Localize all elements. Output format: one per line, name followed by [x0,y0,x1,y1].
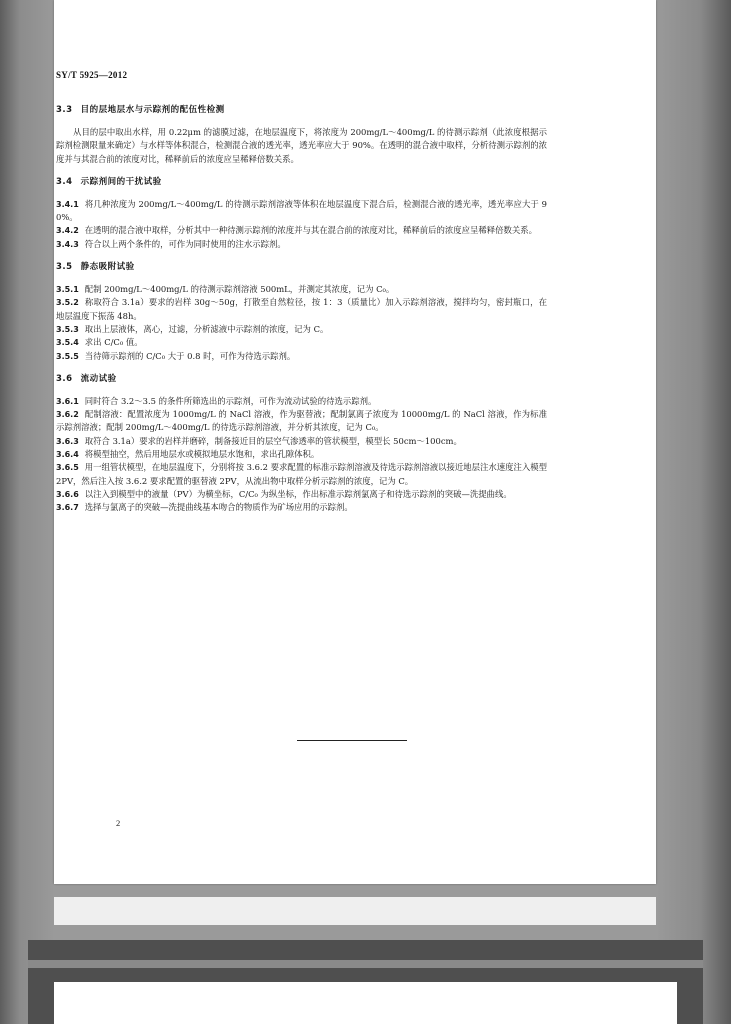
clause-number: 3.5.4 [56,338,79,348]
clause-text: 称取符合 3.1a）要求的岩样 30g～50g，打散至自然粒径，按 1：3（质量比）加入示踪剂溶液，搅拌均匀，密封瓶口，在地层温度下振荡 48h。 [56,297,547,321]
clause-text: 将几种浓度为 200mg/L～400mg/L 的待测示踪剂溶液等体积在地层温度下混合后，检测混合液的透光率，透光率应大于 90%。 [56,198,547,223]
clause-number: 3.5.3 [56,324,79,334]
section-number: 3.5 [56,262,73,273]
clause [56,238,547,251]
next-page-top [54,982,677,1024]
section-3-3 [56,104,547,166]
clause-text: 符合以上两个条件的，可作为同时使用的注水示踪剂。 [84,238,286,249]
clause [56,488,547,501]
section-3-6 [56,373,547,515]
section-title [56,176,547,188]
clause [56,461,547,488]
clause-number: 3.6.3 [56,436,79,446]
section-number: 3.4 [56,176,73,187]
clause-number: 3.4.3 [56,239,79,249]
section-title-text: 目的层地层水与示踪剂的配伍性检测 [80,105,225,115]
clause-number: 3.6.4 [56,450,79,460]
clause [56,198,547,225]
clause [56,283,547,296]
section-title-text: 示踪剂间的干扰试验 [80,176,162,187]
clause [56,435,547,448]
frame-bar [28,960,703,968]
clause-text: 配制 200mg/L～400mg/L 的待测示踪剂溶液 500mL，并测定其浓度，记为 C₀。 [84,284,395,295]
clause-number: 3.5.5 [56,351,79,361]
section-3-4 [56,176,547,251]
section-title-text: 静态吸附试验 [80,262,135,273]
section-title-text: 流动试验 [80,373,117,384]
clause-text: 用一组管状模型，在地层温度下，分别将按 3.6.2 要求配置的标准示踪剂溶液及待选示踪剂溶液以接近地层注水速度注入模型 2PV，然后注入按 3.6.2 要求配置的驱替液 2PV，从流出物中取样分析示踪剂的浓度，记为 C。 [56,462,547,486]
clause [56,323,547,336]
clause [56,296,547,323]
section-number: 3.6 [56,373,73,384]
clause [56,224,547,237]
clause-text: 选择与氯离子的突破—洗提曲线基本吻合的物质作为矿场应用的示踪剂。 [84,502,353,513]
clause-number: 3.6.7 [56,503,79,513]
section-number: 3.3 [56,105,73,115]
clause-text: 同时符合 3.2～3.5 的条件所筛选出的示踪剂，可作为流动试验的待选示踪剂。 [84,395,377,406]
clause-text: 配制溶液：配置浓度为 1000mg/L 的 NaCl 溶液，作为驱替液；配制氯离子浓度为 10000mg/L 的 NaCl 溶液，作为标准示踪剂溶液；配制 200mg/L～400mg/L 的待选示踪剂溶液，并分析其浓度，记为 C₀。 [56,409,547,433]
section-3-5 [56,261,547,363]
clause [56,501,547,514]
clause [56,350,547,363]
clause [56,448,547,461]
clause [56,395,547,408]
section-title [56,104,547,116]
clause-text: 以注入到模型中的液量（PV）为横坐标，C/C₀ 为纵坐标，作出标准示踪剂氯离子和待选示踪剂的突破—洗提曲线。 [84,488,512,499]
clause-text: 在透明的混合液中取样，分析其中一种待测示踪剂的浓度并与其在混合前的浓度对比，稀释前后的浓度应呈稀释倍数关系。 [84,225,538,236]
clause-number: 3.5.1 [56,285,79,295]
clause-number: 3.5.2 [56,298,79,308]
clause-number: 3.6.1 [56,396,79,406]
clause-text: 当待筛示踪剂的 C/C₀ 大于 0.8 时，可作为待选示踪剂。 [84,350,296,361]
clause-text: 将模型抽空，然后用地层水或模拟地层水饱和，求出孔隙体积。 [84,449,320,460]
clause-number: 3.6.2 [56,410,79,420]
next-page-edge [54,897,656,925]
standard-code-header: SY/T 5925—2012 [56,70,128,80]
clause-text: 取符合 3.1a）要求的岩样并磨碎，制备接近目的层空气渗透率的管状模型，模型长 50cm～100cm。 [84,435,462,446]
clause-number: 3.4.2 [56,226,79,236]
clause-number: 3.4.1 [56,199,79,209]
page-number: 2 [116,818,121,828]
document-body [56,104,547,525]
clause-text: 求出 C/C₀ 值。 [84,337,143,348]
clause-number: 3.6.6 [56,489,79,499]
page-frame [28,940,703,1024]
clause-text: 取出上层液体，离心，过滤，分析滤液中示踪剂的浓度，记为 C。 [84,323,329,334]
section-title [56,261,547,273]
paragraph: 从目的层中取出水样，用 0.22μm 的滤膜过滤，在地层温度下，将浓度为 200mg/L～400mg/L 的待测示踪剂（此浓度根据示踪剂检测限量来确定）与水样等体积混合，检测混合液的透光率，透光率应大于 90%。在透明的混合液中取样，分析待测示踪剂的浓度并与其混合前的浓度对比，稀释前后的浓度应呈稀释倍数关系。 [56,127,547,164]
clause [56,408,547,435]
clause [56,336,547,349]
clause-number: 3.6.5 [56,463,79,473]
section-title [56,373,547,385]
end-rule [297,740,407,741]
